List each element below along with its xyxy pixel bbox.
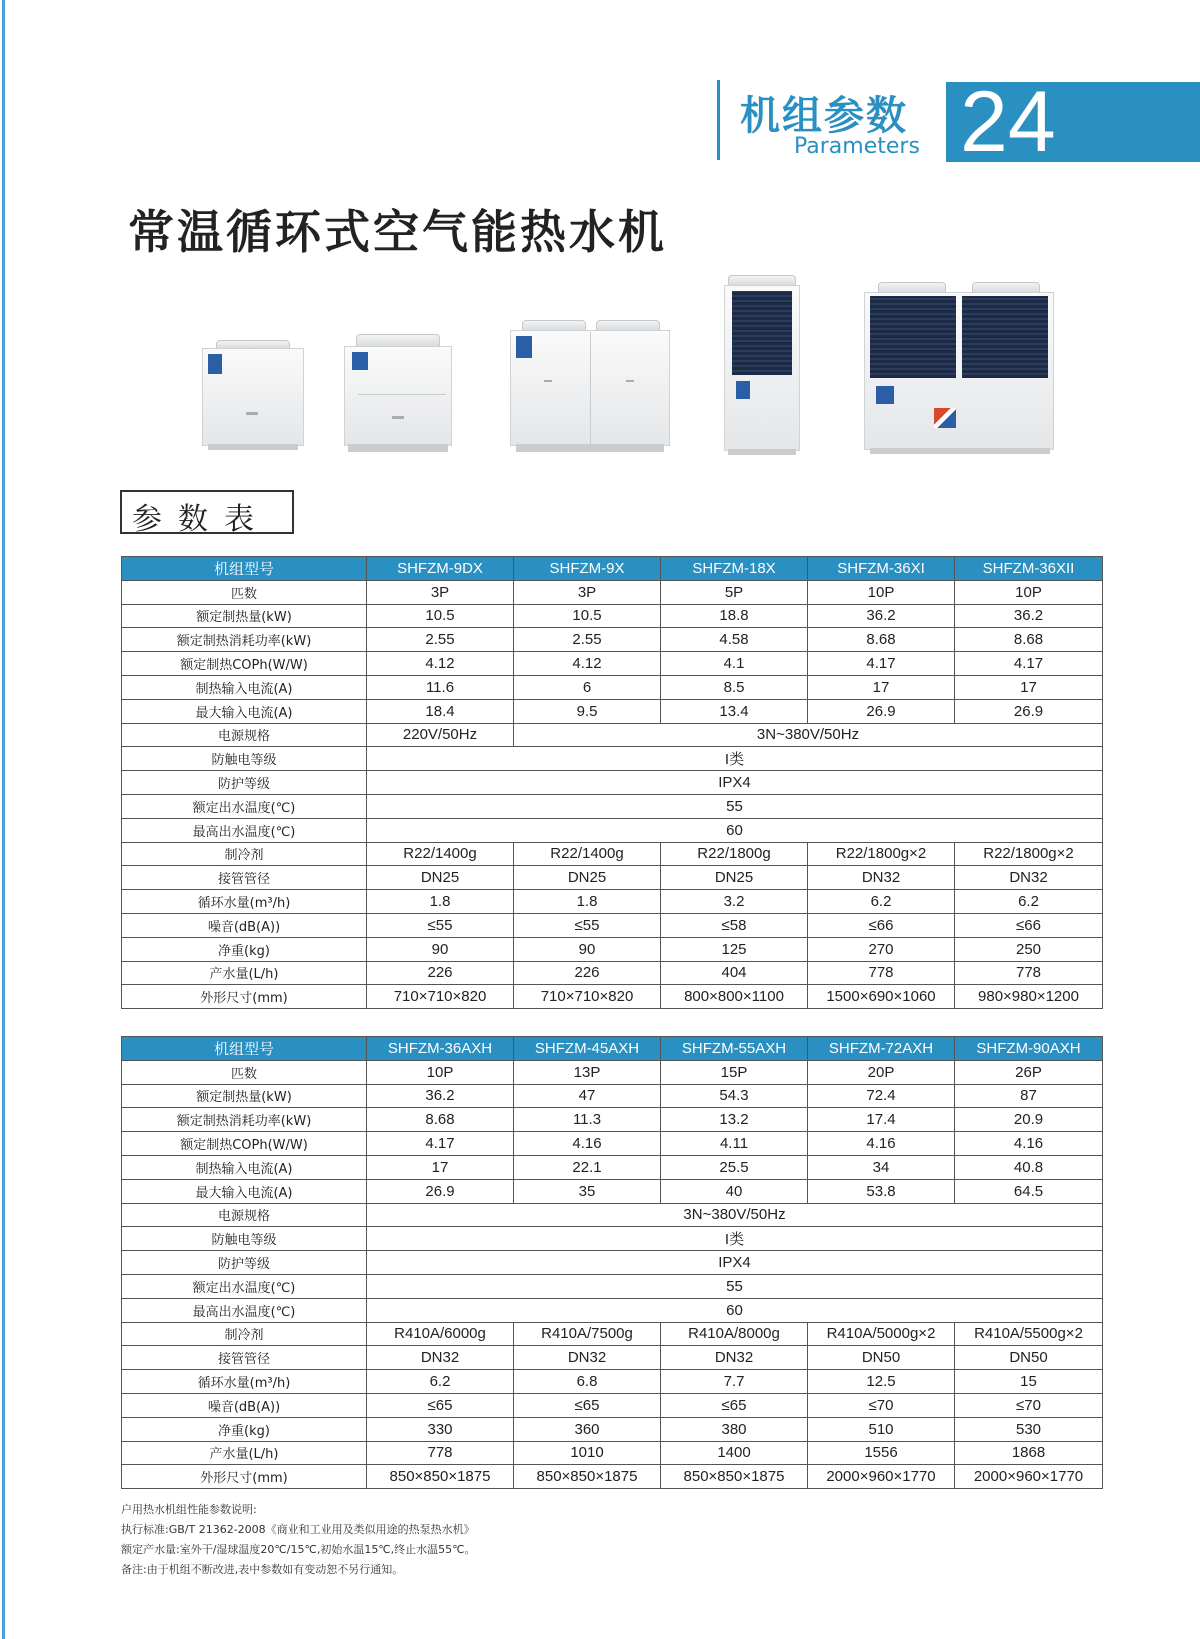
row-label-cell: 防护等级 xyxy=(122,1251,367,1275)
row-label-cell: 外形尺寸(mm) xyxy=(122,985,367,1009)
row-label-cell: 循环水量(m³/h) xyxy=(122,890,367,914)
model-header-cell: SHFZM-45AXH xyxy=(514,1037,661,1061)
page-number: 24 xyxy=(960,74,1056,170)
product-image-36xi xyxy=(722,275,802,458)
value-cell: 4.11 xyxy=(661,1132,808,1156)
row-label-cell: 额定制热量(kW) xyxy=(122,604,367,628)
value-cell: 778 xyxy=(955,961,1103,985)
row-label-cell: 额定制热量(kW) xyxy=(122,1084,367,1108)
value-cell: 270 xyxy=(808,937,955,961)
value-cell: ≤58 xyxy=(661,913,808,937)
merged-value-cell: 3N~380V/50Hz xyxy=(367,1203,1103,1227)
shinco-logo-icon xyxy=(876,386,894,404)
value-cell: 404 xyxy=(661,961,808,985)
table-row xyxy=(122,604,1103,628)
value-cell: 1.8 xyxy=(514,890,661,914)
merged-value-cell: IPX4 xyxy=(367,771,1103,795)
value-cell: 980×980×1200 xyxy=(955,985,1103,1009)
value-cell: ≤55 xyxy=(514,913,661,937)
row-label-cell: 外形尺寸(mm) xyxy=(122,1465,367,1489)
value-cell: 36.2 xyxy=(808,604,955,628)
value-cell: 15 xyxy=(955,1370,1103,1394)
value-cell: 13P xyxy=(514,1060,661,1084)
value-cell: 72.4 xyxy=(808,1084,955,1108)
table-row xyxy=(122,1203,1103,1227)
merged-value-cell: 55 xyxy=(367,794,1103,818)
product-image-36xii xyxy=(862,282,1056,458)
table-row xyxy=(122,723,1103,747)
row-label-cell: 产水量(L/h) xyxy=(122,961,367,985)
value-cell: 4.17 xyxy=(808,652,955,676)
value-cell: 2.55 xyxy=(514,628,661,652)
value-cell: 26.9 xyxy=(808,699,955,723)
value-cell: 64.5 xyxy=(955,1179,1103,1203)
value-cell: 40.8 xyxy=(955,1155,1103,1179)
value-cell: 25.5 xyxy=(661,1155,808,1179)
header-title-cn: 机组参数 xyxy=(740,93,908,139)
value-cell: 40 xyxy=(661,1179,808,1203)
table-row xyxy=(122,866,1103,890)
value-cell: 710×710×820 xyxy=(367,985,514,1009)
value-cell: 4.12 xyxy=(514,652,661,676)
value-cell: 6.8 xyxy=(514,1370,661,1394)
value-cell: 850×850×1875 xyxy=(367,1465,514,1489)
value-cell: 1400 xyxy=(661,1441,808,1465)
row-label-cell: 匹数 xyxy=(122,1060,367,1084)
header-label-cell: 机组型号 xyxy=(122,557,367,581)
value-cell: R410A/8000g xyxy=(661,1322,808,1346)
value-cell: ≤55 xyxy=(367,913,514,937)
value-cell: 125 xyxy=(661,937,808,961)
table-row xyxy=(122,937,1103,961)
value-cell: 360 xyxy=(514,1417,661,1441)
value-cell: 17 xyxy=(808,675,955,699)
model-header-cell: SHFZM-18X xyxy=(661,557,808,581)
value-cell: DN32 xyxy=(661,1346,808,1370)
table-row xyxy=(122,675,1103,699)
table-row xyxy=(122,1179,1103,1203)
value-cell: 36.2 xyxy=(367,1084,514,1108)
model-header-cell: SHFZM-90AXH xyxy=(955,1037,1103,1061)
value-cell: 87 xyxy=(955,1084,1103,1108)
row-label-cell: 额定制热消耗功率(kW) xyxy=(122,628,367,652)
page-number-box xyxy=(946,74,1200,170)
table-row xyxy=(122,890,1103,914)
value-cell: 35 xyxy=(514,1179,661,1203)
shinco-logo-icon xyxy=(516,336,532,358)
value-cell: 510 xyxy=(808,1417,955,1441)
table-row xyxy=(122,913,1103,937)
table-row xyxy=(122,1251,1103,1275)
value-cell: 250 xyxy=(955,937,1103,961)
table-row xyxy=(122,1417,1103,1441)
row-label-cell: 最高出水温度(℃) xyxy=(122,1298,367,1322)
value-cell: R410A/7500g xyxy=(514,1322,661,1346)
table-row xyxy=(122,580,1103,604)
value-cell: R22/1800g×2 xyxy=(955,842,1103,866)
table-row xyxy=(122,652,1103,676)
value-cell: DN32 xyxy=(367,1346,514,1370)
row-label-cell: 制冷剂 xyxy=(122,842,367,866)
row-label-cell: 匹数 xyxy=(122,580,367,604)
table-row xyxy=(122,1060,1103,1084)
header-label-cell: 机组型号 xyxy=(122,1037,367,1061)
value-cell: 9.5 xyxy=(514,699,661,723)
value-cell: 26.9 xyxy=(955,699,1103,723)
value-cell: R22/1800g×2 xyxy=(808,842,955,866)
value-cell: 26P xyxy=(955,1060,1103,1084)
value-cell: 1556 xyxy=(808,1441,955,1465)
value-cell: ≤66 xyxy=(808,913,955,937)
row-label-cell: 额定出水温度(℃) xyxy=(122,794,367,818)
spec-table-1 xyxy=(121,556,1103,1009)
merged-value-cell: 60 xyxy=(367,818,1103,842)
table-row xyxy=(122,961,1103,985)
value-cell: 8.68 xyxy=(808,628,955,652)
value-cell: DN32 xyxy=(808,866,955,890)
table-row xyxy=(122,1108,1103,1132)
value-cell: ≤65 xyxy=(661,1393,808,1417)
row-label-cell: 净重(kg) xyxy=(122,937,367,961)
value-cell: 4.12 xyxy=(367,652,514,676)
merged-value-cell: 3N~380V/50Hz xyxy=(514,723,1103,747)
value-cell: 11.6 xyxy=(367,675,514,699)
value-cell: 6.2 xyxy=(955,890,1103,914)
row-label-cell: 电源规格 xyxy=(122,1203,367,1227)
value-cell: 20.9 xyxy=(955,1108,1103,1132)
value-cell: 20P xyxy=(808,1060,955,1084)
value-cell: R22/1400g xyxy=(514,842,661,866)
model-header-cell: SHFZM-72AXH xyxy=(808,1037,955,1061)
merged-value-cell: 60 xyxy=(367,1298,1103,1322)
row-label-cell: 额定出水温度(℃) xyxy=(122,1274,367,1298)
value-cell: 90 xyxy=(514,937,661,961)
table-row xyxy=(122,1298,1103,1322)
section-title: 参数表 xyxy=(132,502,270,537)
spec-table-2 xyxy=(121,1036,1103,1489)
value-cell: 226 xyxy=(514,961,661,985)
shinco-logo-icon xyxy=(736,381,750,399)
value-cell: 3.2 xyxy=(661,890,808,914)
value-cell: 54.3 xyxy=(661,1084,808,1108)
value-cell: 8.68 xyxy=(955,628,1103,652)
merged-value-cell: I类 xyxy=(367,1227,1103,1251)
value-cell: 4.16 xyxy=(955,1132,1103,1156)
value-cell: 3P xyxy=(514,580,661,604)
row-label-cell: 产水量(L/h) xyxy=(122,1441,367,1465)
row-label-cell: 电源规格 xyxy=(122,723,367,747)
value-cell: 6 xyxy=(514,675,661,699)
value-cell: 2000×960×1770 xyxy=(808,1465,955,1489)
value-cell: 2000×960×1770 xyxy=(955,1465,1103,1489)
product-image-18x xyxy=(508,320,672,456)
row-label-cell: 防触电等级 xyxy=(122,1227,367,1251)
value-cell: 800×800×1100 xyxy=(661,985,808,1009)
merged-value-cell: 55 xyxy=(367,1274,1103,1298)
row-label-cell: 制冷剂 xyxy=(122,1322,367,1346)
note-line: 执行标准:GB/T 21362-2008《商业和工业用及类似用途的热泵热水机》 xyxy=(121,1523,475,1536)
value-cell: ≤70 xyxy=(808,1393,955,1417)
merged-value-cell: IPX4 xyxy=(367,1251,1103,1275)
row-label-cell: 最大输入电流(A) xyxy=(122,1179,367,1203)
product-image-9dx xyxy=(198,340,308,455)
table-row xyxy=(122,842,1103,866)
section-title-box xyxy=(120,490,294,537)
model-header-cell: SHFZM-9X xyxy=(514,557,661,581)
value-cell: 850×850×1875 xyxy=(661,1465,808,1489)
row-label-cell: 噪音(dB(A)) xyxy=(122,913,367,937)
value-cell: 17 xyxy=(955,675,1103,699)
value-cell: 90 xyxy=(367,937,514,961)
value-cell: DN32 xyxy=(514,1346,661,1370)
value-cell: ≤66 xyxy=(955,913,1103,937)
value-cell: R410A/6000g xyxy=(367,1322,514,1346)
row-label-cell: 额定制热COPh(W/W) xyxy=(122,652,367,676)
value-cell: DN32 xyxy=(955,866,1103,890)
value-cell: 4.16 xyxy=(808,1132,955,1156)
value-cell: ≤65 xyxy=(367,1393,514,1417)
value-cell: DN25 xyxy=(661,866,808,890)
product-image-9x xyxy=(342,334,454,456)
row-label-cell: 制热输入电流(A) xyxy=(122,1155,367,1179)
note-line: 额定产水量:室外干/湿球温度20℃/15℃,初始水温15℃,终止水温55℃。 xyxy=(121,1543,476,1556)
value-cell: 220V/50Hz xyxy=(367,723,514,747)
value-cell: 1500×690×1060 xyxy=(808,985,955,1009)
value-cell: 778 xyxy=(367,1441,514,1465)
value-cell: R410A/5500g×2 xyxy=(955,1322,1103,1346)
value-cell: 10.5 xyxy=(514,604,661,628)
value-cell: 6.2 xyxy=(808,890,955,914)
row-label-cell: 防护等级 xyxy=(122,771,367,795)
value-cell: DN25 xyxy=(514,866,661,890)
value-cell: 13.4 xyxy=(661,699,808,723)
model-header-cell: SHFZM-9DX xyxy=(367,557,514,581)
row-label-cell: 额定制热COPh(W/W) xyxy=(122,1132,367,1156)
value-cell: R22/1800g xyxy=(661,842,808,866)
value-cell: 3P xyxy=(367,580,514,604)
note-line: 户用热水机组性能参数说明: xyxy=(121,1503,257,1516)
value-cell: 380 xyxy=(661,1417,808,1441)
value-cell: 26.9 xyxy=(367,1179,514,1203)
table-row xyxy=(122,1132,1103,1156)
value-cell: 11.3 xyxy=(514,1108,661,1132)
row-label-cell: 防触电等级 xyxy=(122,747,367,771)
model-header-cell: SHFZM-36XII xyxy=(955,557,1103,581)
row-label-cell: 额定制热消耗功率(kW) xyxy=(122,1108,367,1132)
value-cell: 1.8 xyxy=(367,890,514,914)
value-cell: 4.58 xyxy=(661,628,808,652)
value-cell: DN50 xyxy=(955,1346,1103,1370)
table-row xyxy=(122,1322,1103,1346)
model-header-cell: SHFZM-36AXH xyxy=(367,1037,514,1061)
row-label-cell: 最高出水温度(℃) xyxy=(122,818,367,842)
value-cell: 10P xyxy=(367,1060,514,1084)
table-row xyxy=(122,1393,1103,1417)
table-row xyxy=(122,818,1103,842)
header-title-en: Parameters xyxy=(794,134,920,159)
value-cell: 10P xyxy=(808,580,955,604)
value-cell: 6.2 xyxy=(367,1370,514,1394)
shinco-logo-icon xyxy=(208,354,222,374)
value-cell: 710×710×820 xyxy=(514,985,661,1009)
table-row xyxy=(122,1346,1103,1370)
value-cell: 10.5 xyxy=(367,604,514,628)
row-label-cell: 接管管径 xyxy=(122,866,367,890)
value-cell: 5P xyxy=(661,580,808,604)
value-cell: 530 xyxy=(955,1417,1103,1441)
value-cell: 850×850×1875 xyxy=(514,1465,661,1489)
value-cell: 226 xyxy=(367,961,514,985)
value-cell: ≤70 xyxy=(955,1393,1103,1417)
model-header-cell: SHFZM-36XI xyxy=(808,557,955,581)
table-row xyxy=(122,794,1103,818)
table-row xyxy=(122,1155,1103,1179)
value-cell: R410A/5000g×2 xyxy=(808,1322,955,1346)
value-cell: 8.5 xyxy=(661,675,808,699)
model-header-cell: SHFZM-55AXH xyxy=(661,1037,808,1061)
value-cell: DN50 xyxy=(808,1346,955,1370)
row-label-cell: 循环水量(m³/h) xyxy=(122,1370,367,1394)
note-line: 备注:由于机组不断改进,表中参数如有变动恕不另行通知。 xyxy=(121,1563,404,1576)
value-cell: 1010 xyxy=(514,1441,661,1465)
value-cell: DN25 xyxy=(367,866,514,890)
value-cell: 18.4 xyxy=(367,699,514,723)
value-cell: 15P xyxy=(661,1060,808,1084)
merged-value-cell: I类 xyxy=(367,747,1103,771)
value-cell: 12.5 xyxy=(808,1370,955,1394)
value-cell: 8.68 xyxy=(367,1108,514,1132)
value-cell: 4.16 xyxy=(514,1132,661,1156)
table-header-row xyxy=(122,1037,1103,1061)
row-label-cell: 净重(kg) xyxy=(122,1417,367,1441)
table-header-row xyxy=(122,557,1103,581)
table-row xyxy=(122,771,1103,795)
value-cell: 778 xyxy=(808,961,955,985)
value-cell: 13.2 xyxy=(661,1108,808,1132)
value-cell: 22.1 xyxy=(514,1155,661,1179)
page-title: 常温循环式空气能热水机 xyxy=(128,205,667,259)
value-cell: 7.7 xyxy=(661,1370,808,1394)
value-cell: 4.1 xyxy=(661,652,808,676)
table-row xyxy=(122,1370,1103,1394)
value-cell: ≤65 xyxy=(514,1393,661,1417)
page-edge-line xyxy=(2,0,5,1639)
table-row xyxy=(122,1084,1103,1108)
table-row xyxy=(122,1227,1103,1251)
value-cell: 4.17 xyxy=(955,652,1103,676)
header-divider xyxy=(717,80,720,160)
shinco-logo-icon xyxy=(352,352,368,370)
value-cell: 18.8 xyxy=(661,604,808,628)
value-cell: 36.2 xyxy=(955,604,1103,628)
table-row xyxy=(122,747,1103,771)
row-label-cell: 制热输入电流(A) xyxy=(122,675,367,699)
table-row xyxy=(122,985,1103,1009)
value-cell: R22/1400g xyxy=(367,842,514,866)
value-cell: 17 xyxy=(367,1155,514,1179)
table-row xyxy=(122,1465,1103,1489)
value-cell: 53.8 xyxy=(808,1179,955,1203)
notes xyxy=(121,1500,476,1580)
value-cell: 47 xyxy=(514,1084,661,1108)
row-label-cell: 接管管径 xyxy=(122,1346,367,1370)
table-row xyxy=(122,628,1103,652)
value-cell: 17.4 xyxy=(808,1108,955,1132)
table-row xyxy=(122,699,1103,723)
value-cell: 10P xyxy=(955,580,1103,604)
value-cell: 330 xyxy=(367,1417,514,1441)
table-row xyxy=(122,1274,1103,1298)
value-cell: 1868 xyxy=(955,1441,1103,1465)
row-label-cell: 最大输入电流(A) xyxy=(122,699,367,723)
value-cell: 4.17 xyxy=(367,1132,514,1156)
value-cell: 34 xyxy=(808,1155,955,1179)
value-cell: 2.55 xyxy=(367,628,514,652)
row-label-cell: 噪音(dB(A)) xyxy=(122,1393,367,1417)
table-row xyxy=(122,1441,1103,1465)
